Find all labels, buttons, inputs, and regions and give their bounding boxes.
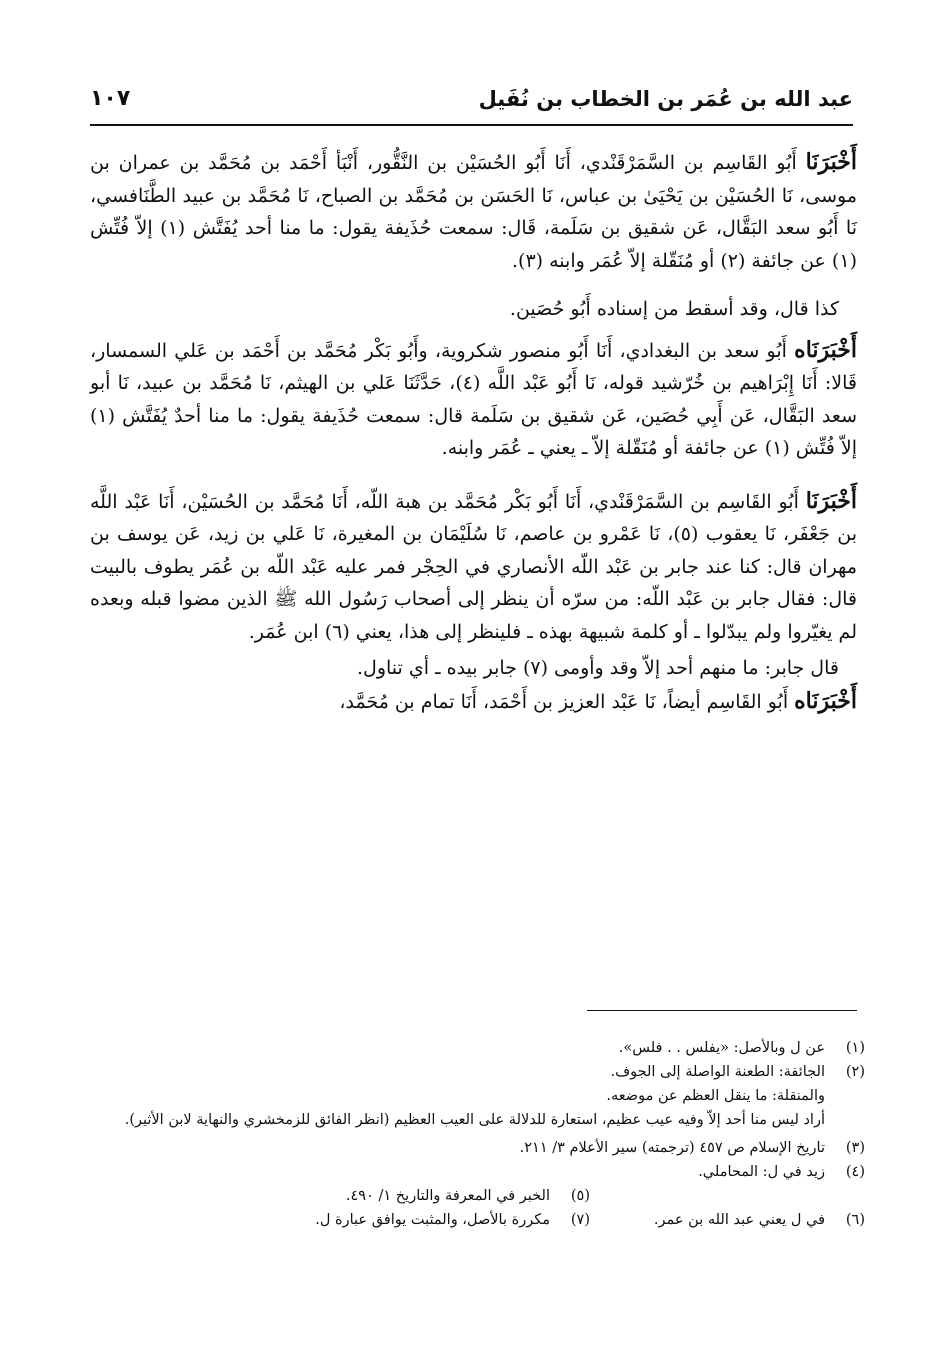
paragraph-1-text: أَبُو القَاسِم بن السَّمَرْقَنْدي، أَنَا أَبُو الحُسَيْن بن النَّقُّور، أَنْبَأ أَحْمَد بن مُحَمَّد بن عمران بن موسى، نَا الحُسَيْن بن يَحْيَىٰ بن عباس، نَا الحَسَن بن مُحَمَّد بن الصباح، نَا مُحَمَّد بن عبيد الطَّنَافسي، نَا أَبُو سعد البَقَّال، عَن شقيق بن سَلَمة، قَال: سمعت حُذَيفة يقول: ما منا أحد يُفَتَّش (١) إلاّ فُتِّش (١) عن جائفة (٢) أو مُنَقّلة إلاّ عُمَر وابنه (٣).: [90, 152, 857, 272]
paragraph-3-lead: أَخْبَرَنَاه: [794, 336, 858, 363]
footnote-number: (٤): [845, 1164, 865, 1180]
footnote-text: الخبر في المعرفة والتاريخ ١/ ٤٩٠.: [345, 1188, 550, 1204]
paragraph-2-text: كذا قال، وقد أسقط من إسناده أَبُو حُصَين.: [509, 298, 839, 320]
header-divider: [90, 124, 853, 126]
page-header: [90, 84, 853, 124]
footnote-row-5: [90, 1184, 865, 1208]
paragraph-6-lead: أَخْبَرَنَاه: [794, 687, 857, 714]
paragraph-1: [90, 146, 857, 277]
footnotes: [90, 1036, 865, 1232]
paragraph-4: [90, 485, 857, 649]
paragraph-5-text: قال جابر: ما منهم أحد إلاّ وقد وأومى (٧) جابر بيده ـ أي تناول.: [356, 657, 839, 679]
footnote-text: والمنقلة: ما ينقل العظم عن موضعه.: [606, 1088, 825, 1104]
footnote-2-continuation-a: [90, 1084, 865, 1108]
footnote-text: عن ل وبالأصل: «يفلس . . فلس».: [618, 1040, 825, 1056]
page-number: ١٠٧: [90, 86, 131, 111]
footnote-5: [210, 1184, 590, 1208]
footnote-number: (٦): [845, 1212, 865, 1228]
footnote-divider: [587, 1010, 857, 1011]
paragraph-6: [90, 685, 857, 719]
footnote-text: في ل يعني عبد الله بن عمر.: [653, 1212, 825, 1228]
paragraph-5: [90, 652, 857, 685]
footnote-text: تاريخ الإسلام ص ٤٥٧ (ترجمته) سير الأعلام ٣/ ٢١١.: [519, 1140, 825, 1156]
footnote-4: [465, 1160, 865, 1184]
main-text: [90, 146, 857, 718]
paragraph-2: [90, 293, 857, 326]
footnote-number: (٣): [845, 1140, 865, 1156]
footnote-row-6-7: [90, 1208, 865, 1232]
paragraph-4-text: أَبُو القَاسِم بن السَّمَرْقَنْدي، أَنَا أَبُو بَكْر مُحَمَّد بن هبة اللّه، أَنَا مُحَمَّد بن الحُسَيْن، أَنَا عَبْد اللَّه بن جَعْفَر، نَا يعقوب (٥)، نَا عَمْرو بن عاصم، نَا سُلَيْمَان بن المغيرة، نَا عَلي بن زيد، عَن يوسف بن مهران قال: كنا عند جابر بن عَبْد اللّه الأنصاري في الحِجْر فمر عليه عَبْد اللّه بن عُمَر يطوف بالبيت قال: فقال جابر بن عَبْد اللّه: من سرّه أن ينظر إلى أصحاب رَسُول الله ﷺ الذين مضوا قبله وبعده لم يغيّروا ولم يبدّلوا ـ أو كلمة شبيهة بهذه ـ فلينظر إلى هذا، يعني (٦) ابن عُمَر.: [90, 490, 857, 643]
paragraph-3-text: أَبُو سعد بن البغدادي، أَنَا أَبُو منصور شكروية، وأَبُو بَكْر مُحَمَّد بن أَحْمَد بن عَلي السمسار، قَالا: أَنَا إِبْرَاهيم بن خُرّشيد قوله، نَا أَبُو عَبْد اللَّه (٤)، حَدَّثَنَا عَلي بن الهيثم، نَا مُحَمَّد بن عبيد، نَا أبو سعد البَقَّال، عَن أَبِي حُصَين، عَن شقيق بن سَلَمة قال: سمعت حُذَيفة يقول: ما منا أحدٌ يُفَتَّش (١) إلاّ فُتِّش (١) عن جائفة أو مُنَقّلة إلاّ ـ يعني ـ عُمَر وابنه.: [90, 339, 857, 459]
footnote-number: (٢): [845, 1064, 865, 1080]
footnote-number: (٧): [570, 1212, 590, 1228]
paragraph-3: [90, 334, 857, 465]
footnote-2: [90, 1060, 865, 1084]
footnote-7: [150, 1208, 590, 1232]
footnote-text: الجائفة: الطعنة الواصلة إلى الجوف.: [610, 1064, 825, 1080]
footnote-2-continuation-b: [90, 1108, 865, 1132]
footnote-number: (١): [845, 1040, 865, 1056]
footnote-3: [90, 1136, 865, 1160]
paragraph-6-text: أَبُو القَاسِم أيضاً، نَا عَبْد العزيز بن أَحْمَد، أَنَا تمام بن مُحَمَّد،: [339, 690, 789, 713]
paragraph-4-lead: أَخْبَرَنَا: [805, 487, 858, 514]
footnote-text: مكررة بالأصل، والمثبت يوافق عبارة ل.: [315, 1212, 550, 1228]
footnote-6: [605, 1208, 865, 1232]
footnote-text: أراد ليس منا أحد إلاّ وفيه عيب عظيم، استعارة للدلالة على العيب العظيم (انظر الفائق للزمخشري والنهاية لابن الأثير).: [124, 1112, 825, 1128]
paragraph-1-lead: أَخْبَرَنَا: [805, 149, 857, 175]
footnote-text: زيد في ل: المحاملي.: [698, 1164, 825, 1180]
footnote-1: [90, 1036, 865, 1060]
running-title: عبد الله بن عُمَر بن الخطاب بن نُفَيل: [478, 87, 853, 111]
footnote-number: (٥): [570, 1188, 590, 1204]
footnote-row-4-5: [90, 1160, 865, 1184]
